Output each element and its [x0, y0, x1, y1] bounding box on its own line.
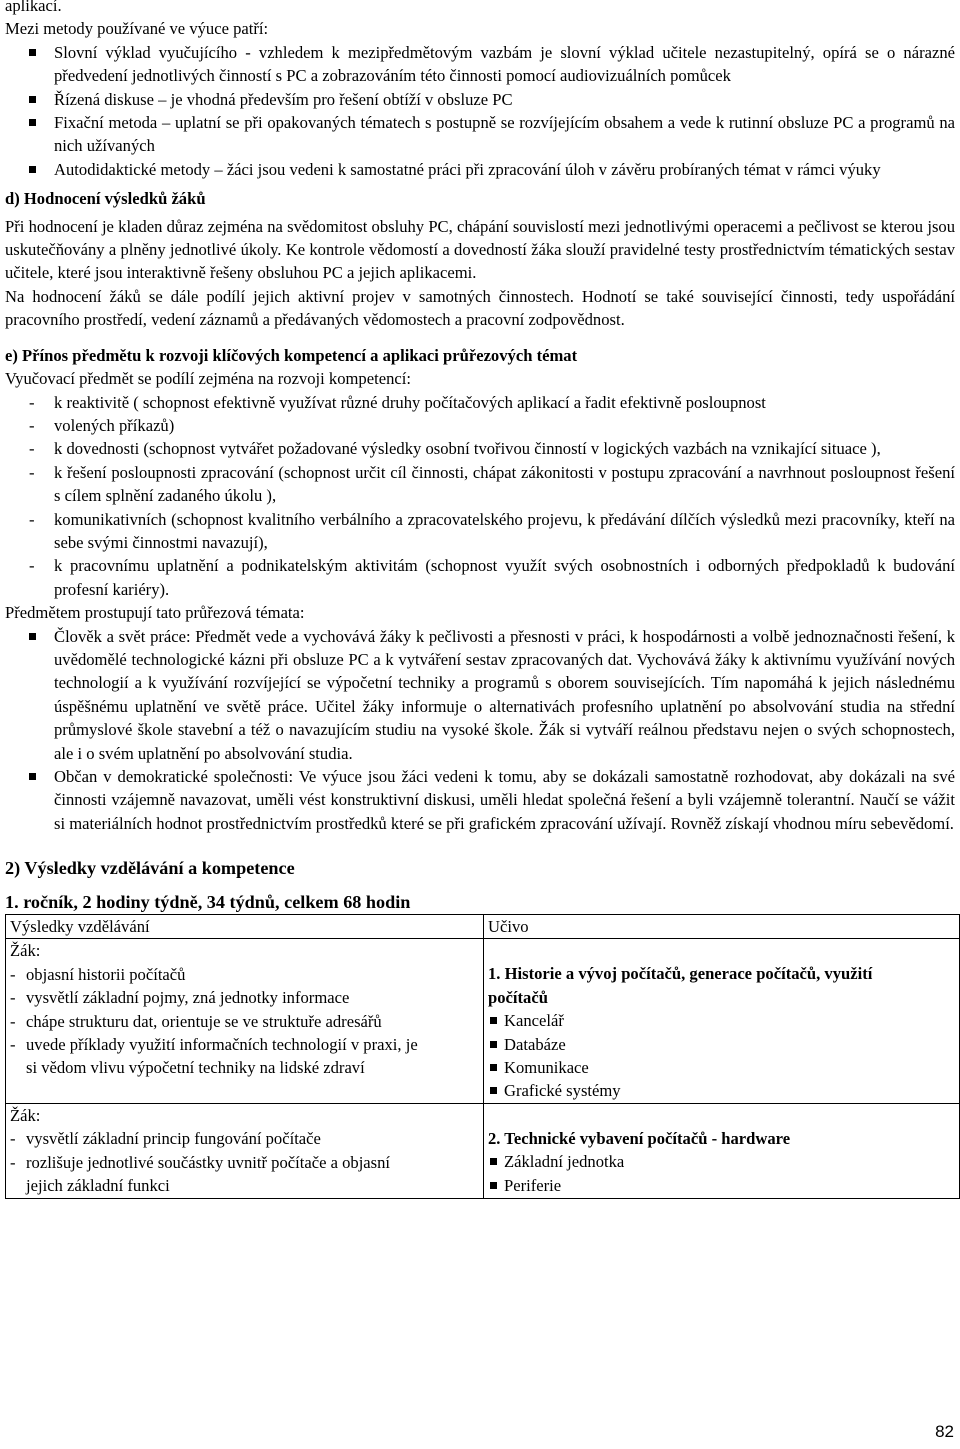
list-item: Řízená diskuse – je vhodná především pro řešení obtíží v obsluze PC	[5, 88, 955, 111]
outcomes-list	[10, 1127, 430, 1197]
list-item: Občan v demokratické společnosti: Ve výuce jsou žáci vedeni k tomu, aby se dokázali samostatně rozhodovat, aby dokázali na své činnosti vzájemně navazovat, uměli vést konstruktivní diskusi, uměli hledat společná řešení a byli vzájemně tolerantní. Naučí se vážit si materiálních hodnot prostřednictvím prostředků které se při grafickém zpracování užívají. Rovněž získají vhodnou míru sebevědomí.	[5, 765, 955, 835]
list-item: - komunikativních (schopnost kvalitního verbálního a zpracovatelského projevu, k předávání dílčích výsledků mezi pracovníky, kteří na sebe svými činnostmi navazují),	[29, 509, 955, 552]
square-bullet-icon	[490, 1087, 497, 1094]
list-item: - k řešení posloupnosti zpracování (schopnost určit cíl činnosti, chápat zákonitosti v postupu zpracování a navrhnout posloupnost řešení s cílem splnění zadaného úkolu ),	[29, 462, 955, 506]
section-2-heading: 2) Výsledky vzdělávání a kompetence	[5, 858, 295, 879]
square-bullet-icon	[490, 1158, 497, 1165]
methods-intro: Mezi metody používané ve výuce patří:	[5, 19, 269, 39]
square-bullet-icon	[29, 166, 36, 173]
page-number: 82	[935, 1422, 954, 1441]
list-item: Fixační metoda – uplatní se při opakovaných tématech s postupně se rozvíjejícím obsahem a vede k rutinní obsluze PC a programů na nich užívaných	[5, 111, 955, 158]
list-item: Člověk a svět práce: Předmět vede a vychovává žáky k pečlivosti a přesnosti v práci, k hospodárnosti a volbě jednoznačnosti řešení, k uvědomělé technologické kázni při obsluze PC a k vytváření sestav zpracovaných dat. Vychovává žáky k aktivnímu využívání nových technologií a k využívání rozvíjející se výpočetní techniky a programů s oborem souvisejících. Tím napomáhá k jejich následnému úspěšnému uplatnění ve světě práce. Učitel žáky informuje o alternativách profesního uplatnění po absolvování studia na střední průmyslové škole stavební a též o navazujícím studiu na vysoké škole. Žák si vytváří reálnou představu nejen o svých schopnostech, ale i o svém uplatnění po absolvování studia.	[5, 625, 955, 765]
list-item: Autodidaktické metody – žáci jsou vedeni k samostatné práci při zpracování úloh v závěru probíraných témat v rámci výuky	[5, 158, 955, 181]
subtopic-list	[488, 1150, 955, 1197]
list-item: - objasní historii počítačů	[10, 964, 186, 984]
section-e-intro: Vyučovací předmět se podílí zejména na rozvoji kompetencí:	[5, 369, 411, 389]
list-item: Základní jednotka	[488, 1150, 955, 1173]
section-d-paragraph: Při hodnocení je kladen důraz zejména na svědomitost obsluhy PC, chápání souvislostí mezi jednotlivými operacemi a pečlivost se kterou jsou uskutečňovány a plněny jednotlivé úkoly. Ke kontrole vědomostí a dovedností žáka slouží pravidelné testy prostřednictvím tématických sestav učitele, které jsou interaktivně řešeny obsluhou PC a jejich aplikacemi.	[5, 216, 955, 283]
square-bullet-icon	[490, 1041, 497, 1048]
table-header-row	[6, 915, 960, 939]
square-bullet-icon	[490, 1182, 497, 1189]
square-bullet-icon	[29, 773, 36, 780]
list-item: - volených příkazů)	[29, 415, 175, 435]
table-row	[6, 1103, 960, 1198]
list-item: Slovní výklad vyučujícího - vzhledem k mezipředmětovým vazbám je slovní výklad učitele nezastupitelný, opírá se o nárazné předvedení jednotlivých činností s PC a zobrazováním této činnosti pomocí audiovizuálních pomůcek	[5, 41, 955, 88]
themes-list	[5, 625, 955, 836]
methods-list	[5, 41, 955, 181]
year-heading: 1. ročník, 2 hodiny týdně, 34 týdnů, celkem 68 hodin	[5, 891, 411, 912]
row-label: Žák:	[10, 1105, 41, 1125]
column-header: Výsledky vzdělávání	[6, 915, 484, 939]
list-item: - chápe strukturu dat, orientuje se ve struktuře adresářů	[10, 1011, 382, 1031]
list-item: - vysvětlí základní pojmy, zná jednotky informace	[10, 988, 350, 1008]
list-item: Databáze	[488, 1033, 955, 1056]
square-bullet-icon	[29, 119, 36, 126]
curriculum-table	[5, 914, 960, 1198]
square-bullet-icon	[29, 633, 36, 640]
list-item: Grafické systémy	[488, 1079, 955, 1102]
list-item: - uvede příklady využití informačních technologií v praxi, je si vědom vlivu výpočetní techniky na lidské zdraví	[10, 1035, 418, 1078]
document-page	[5, 0, 955, 1199]
column-header: Učivo	[484, 915, 960, 939]
square-bullet-icon	[29, 96, 36, 103]
themes-intro: Předmětem prostupují tato průřezová témata:	[5, 603, 305, 623]
topic-heading: 2. Technické vybavení počítačů - hardware	[488, 1128, 791, 1148]
list-item: Periferie	[488, 1174, 955, 1197]
section-e-heading: e) Přínos předmětu k rozvoji klíčových kompetencí a aplikaci průřezových témat	[5, 345, 578, 365]
subtopic-list	[488, 1009, 955, 1103]
square-bullet-icon	[490, 1064, 497, 1071]
topic-heading: 1. Historie a vývoj počítačů, generace počítačů, využití počítačů	[488, 964, 873, 1007]
row-label: Žák:	[10, 941, 41, 961]
list-item: Komunikace	[488, 1056, 955, 1079]
square-bullet-icon	[29, 49, 36, 56]
competence-list	[5, 391, 955, 602]
outcomes-list	[10, 963, 430, 1080]
section-d-paragraph: Na hodnocení žáků se dále podílí jejich aktivní projev v samotných činnostech. Hodnotí se také související činnosti, tedy uspořádání pracovního prostředí, vedení záznamů a předávaných vědomostech a pracovní zodpovědnost.	[5, 286, 955, 330]
list-item: Kancelář	[488, 1009, 955, 1032]
list-item: - k dovednosti (schopnost vytvářet požadované výsledky osobní tvořivou činností v logických vazbách na vznikající situace ),	[29, 439, 881, 459]
section-d-heading: d) Hodnocení výsledků žáků	[5, 189, 206, 209]
list-item: - rozlišuje jednotlivé součástky uvnitř počítače a objasní jejich základní funkci	[10, 1152, 391, 1196]
table-row	[6, 939, 960, 1103]
square-bullet-icon	[490, 1017, 497, 1024]
list-item: - k reaktivitě ( schopnost efektivně využívat různé druhy počítačových aplikací a řadit efektivně posloupnost	[29, 392, 766, 412]
list-item: - vysvětlí základní princip fungování počítače	[10, 1129, 321, 1149]
list-item: - k pracovnímu uplatnění a podnikatelským aktivitám (schopnost využít svých osobnostních i odborných předpokladů k budování profesní kariéry).	[29, 556, 955, 599]
top-fragment: aplikací.	[5, 0, 62, 15]
